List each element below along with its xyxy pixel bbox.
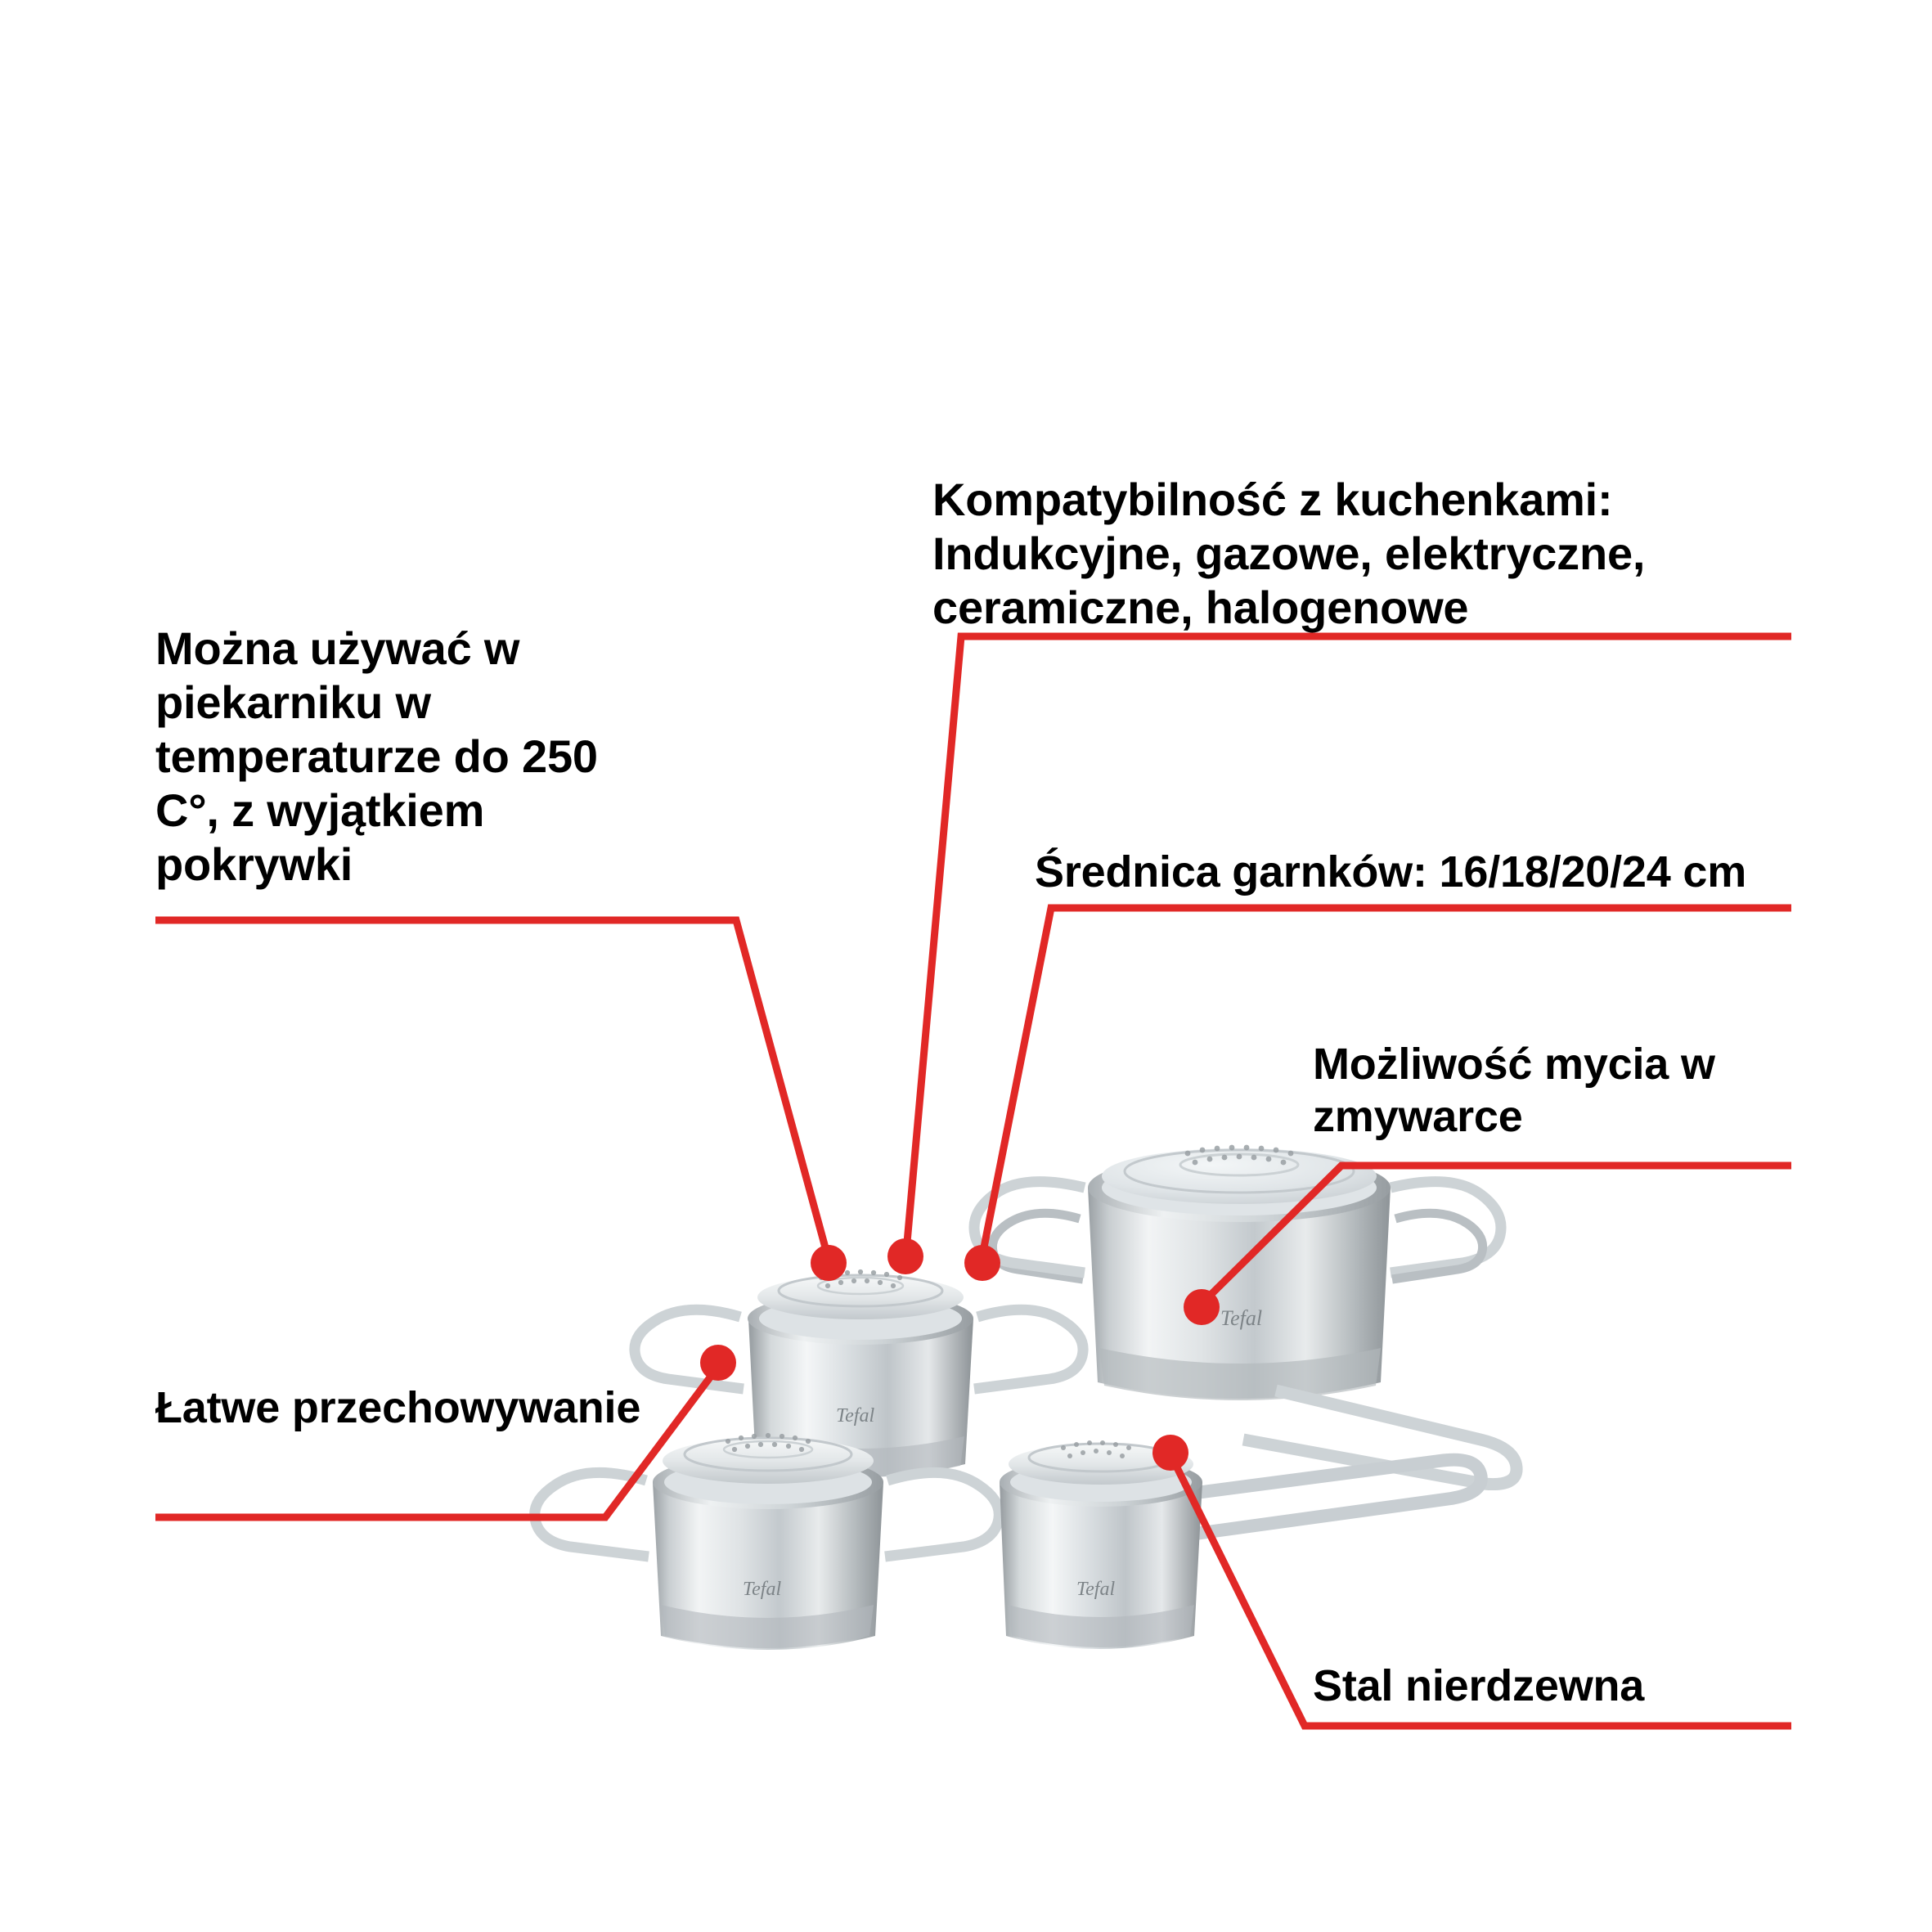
pot-large — [974, 1145, 1501, 1400]
callout-dishwasher-safe: Możliwość mycia w zmywarce — [1313, 1040, 1715, 1141]
brand-mark-pot-large: Tefal — [1220, 1306, 1263, 1330]
saucepan — [1000, 1391, 1516, 1649]
callout-easy-storage: Łatwe przechowywanie — [155, 1383, 641, 1432]
brand-mark-pot-small: Tefal — [743, 1579, 782, 1600]
brand-mark-pot-medium: Tefal — [836, 1405, 875, 1427]
brand-mark-saucepan: Tefal — [1076, 1579, 1116, 1600]
callout-hob-compatibility: Kompatybilność z kuchenkami: Indukcyjne, gazowe, elektryczne, ceramiczne, halogenowe — [932, 474, 1646, 634]
callout-oven-safe: Można używać w piekarniku w temperaturze do 250 C°, z wyjątkiem pokrywki — [155, 622, 598, 891]
callout-pot-diameters: Średnica garnków: 16/18/20/24 cm — [1035, 847, 1747, 896]
callout-stainless-steel: Stal nierdzewna — [1313, 1661, 1645, 1710]
